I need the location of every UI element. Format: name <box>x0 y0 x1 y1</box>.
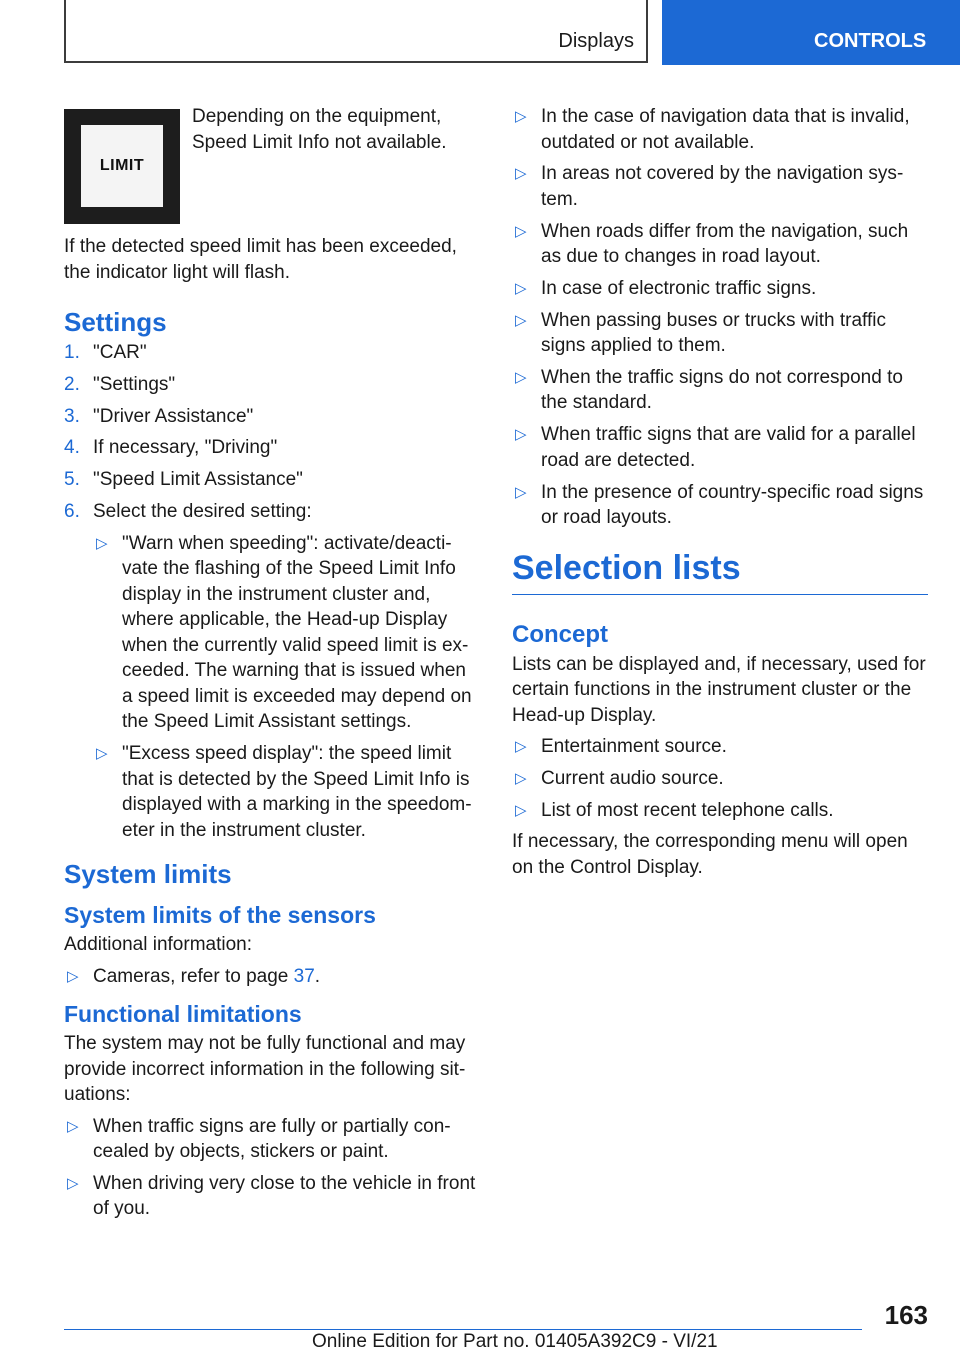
closing-paragraph: If necessary, the corresponding menu will open on the Control Display. <box>512 831 908 878</box>
list-item <box>93 531 480 735</box>
settings-heading: Settings <box>64 307 167 337</box>
list-item-text: When traffic signs are fully or partially concealed by objects, stickers or paint. <box>93 1115 451 1163</box>
list-item <box>512 734 928 760</box>
limit-indicator-icon <box>64 109 180 224</box>
triangle-bullet-icon: ▷ <box>515 311 527 329</box>
triangle-bullet-icon: ▷ <box>515 769 527 787</box>
triangle-bullet-icon: ▷ <box>67 1117 79 1135</box>
list-item-text: "Excess speed display": the speed limit that is detected by the Speed Limit Info is displayed with a marking in the speedometer in the instrument cluster. <box>122 743 472 841</box>
list-item-text: When traffic signs that are valid for a parallel road are detected. <box>541 424 916 471</box>
step-item <box>64 467 480 493</box>
step-item <box>64 435 480 461</box>
list-item-text: When driving very close to the vehicle in front of you. <box>93 1172 476 1220</box>
list-item <box>93 741 480 843</box>
chapter-title: CONTROLS <box>814 30 927 52</box>
step-number: 4. <box>64 437 80 459</box>
functional-limitations-heading: Functional limitations <box>64 1001 302 1028</box>
exceeded-paragraph: If the detected speed limit has been exceeded, the indicator light will flash. <box>64 236 457 283</box>
triangle-bullet-icon: ▷ <box>515 165 527 183</box>
triangle-bullet-icon: ▷ <box>515 801 527 819</box>
list-item-text: Current audio source. <box>541 767 724 789</box>
step6-options-list <box>93 531 480 843</box>
left-column <box>64 104 480 1228</box>
list-item <box>512 798 928 824</box>
step-number: 3. <box>64 405 80 427</box>
list-item <box>64 1114 480 1165</box>
triangle-bullet-icon: ▷ <box>515 483 527 501</box>
list-item <box>512 480 928 531</box>
list-item <box>512 276 928 302</box>
page-number: 163 <box>884 1300 928 1330</box>
step-number: 2. <box>64 373 80 395</box>
limit-icon-label: LIMIT <box>99 157 145 174</box>
triangle-bullet-icon: ▷ <box>515 426 527 444</box>
step-item <box>64 499 480 525</box>
step-text: "Driver Assistance" <box>93 405 254 427</box>
limit-icon-face <box>81 125 163 207</box>
step-number: 6. <box>64 500 80 522</box>
list-item-text: In the presence of country-specific road signs or road layouts. <box>541 481 924 529</box>
list-item <box>512 766 928 792</box>
triangle-bullet-icon: ▷ <box>96 534 108 552</box>
triangle-bullet-icon: ▷ <box>67 1174 79 1192</box>
step-text: "Settings" <box>93 373 176 395</box>
concept-paragraph: Lists can be displayed and, if necessary, used for certain functions in the instrument cluster or the Head-up Display. <box>512 653 926 726</box>
header-section-box <box>64 0 648 63</box>
selection-lists-heading: Selection lists <box>512 549 928 595</box>
list-item-text: Entertainment source. <box>541 736 727 758</box>
additional-info-text: Additional information: <box>64 934 252 956</box>
step-number: 5. <box>64 469 80 491</box>
cameras-text: Cameras, refer to page <box>93 965 294 987</box>
step-text: Select the desired setting: <box>93 500 312 522</box>
right-column <box>512 104 928 886</box>
list-item-text: In areas not covered by the navigation system. <box>541 163 904 210</box>
triangle-bullet-icon: ▷ <box>515 279 527 297</box>
list-item-text: "Warn when speeding": activate/deactivate the flashing of the Speed Limit Info display in the instrument cluster and, where applicable, the Head-up Display when the currently valid speed limit is exceeded. The warning that is issued when a speed limit is exceeded may depend on the Speed Limit Assistant settings. <box>122 532 472 733</box>
functional-paragraph: The system may not be fully functional and may provide incorrect information in the following situations: <box>64 1033 466 1106</box>
step-text: "Speed Limit Assistance" <box>93 469 303 491</box>
limit-description: Depending on the equipment, Speed Limit Info not available. <box>192 106 447 153</box>
page-reference-link[interactable]: 37 <box>293 965 315 987</box>
triangle-bullet-icon: ▷ <box>67 967 79 985</box>
list-item <box>512 365 928 416</box>
step-item <box>64 372 480 398</box>
list-item-text: When passing buses or trucks with traffic signs applied to them. <box>541 309 886 357</box>
section-title: Displays <box>558 30 634 52</box>
list-item <box>512 422 928 473</box>
sensors-heading: System limits of the sensors <box>64 902 376 929</box>
triangle-bullet-icon: ▷ <box>96 745 108 763</box>
footer-edition: Online Edition for Part no. 01405A392C9 - VI/21 <box>312 1331 718 1352</box>
list-item <box>512 308 928 359</box>
triangle-bullet-icon: ▷ <box>515 738 527 756</box>
list-item <box>512 219 928 270</box>
concept-heading: Concept <box>512 620 608 648</box>
step-text: If necessary, "Driving" <box>93 437 278 459</box>
system-limits-heading: System limits <box>64 859 232 890</box>
triangle-bullet-icon: ▷ <box>515 108 527 125</box>
triangle-bullet-icon: ▷ <box>515 368 527 386</box>
limit-indicator-block <box>64 104 480 224</box>
step-item <box>64 404 480 430</box>
list-item-text: When the traffic signs do not correspond to the standard. <box>541 366 903 414</box>
cameras-end: . <box>314 965 321 987</box>
step-item <box>64 340 480 366</box>
footer-divider <box>64 1329 862 1330</box>
settings-steps-list <box>64 340 480 843</box>
list-item-text: When roads differ from the navigation, such as due to changes in road layout. <box>541 220 909 268</box>
list-item <box>512 161 928 212</box>
step-number: 1. <box>64 342 80 363</box>
header-chapter-tab <box>662 0 960 65</box>
step-text: "CAR" <box>93 342 147 363</box>
list-item <box>512 104 928 155</box>
list-item-text: List of most recent telephone calls. <box>541 799 834 821</box>
list-item <box>64 964 480 990</box>
list-item-text: In the case of navigation data that is invalid, outdated or not available. <box>541 106 910 153</box>
list-item-text: In case of electronic traffic signs. <box>541 277 817 299</box>
list-item <box>64 1171 480 1222</box>
triangle-bullet-icon: ▷ <box>515 222 527 240</box>
